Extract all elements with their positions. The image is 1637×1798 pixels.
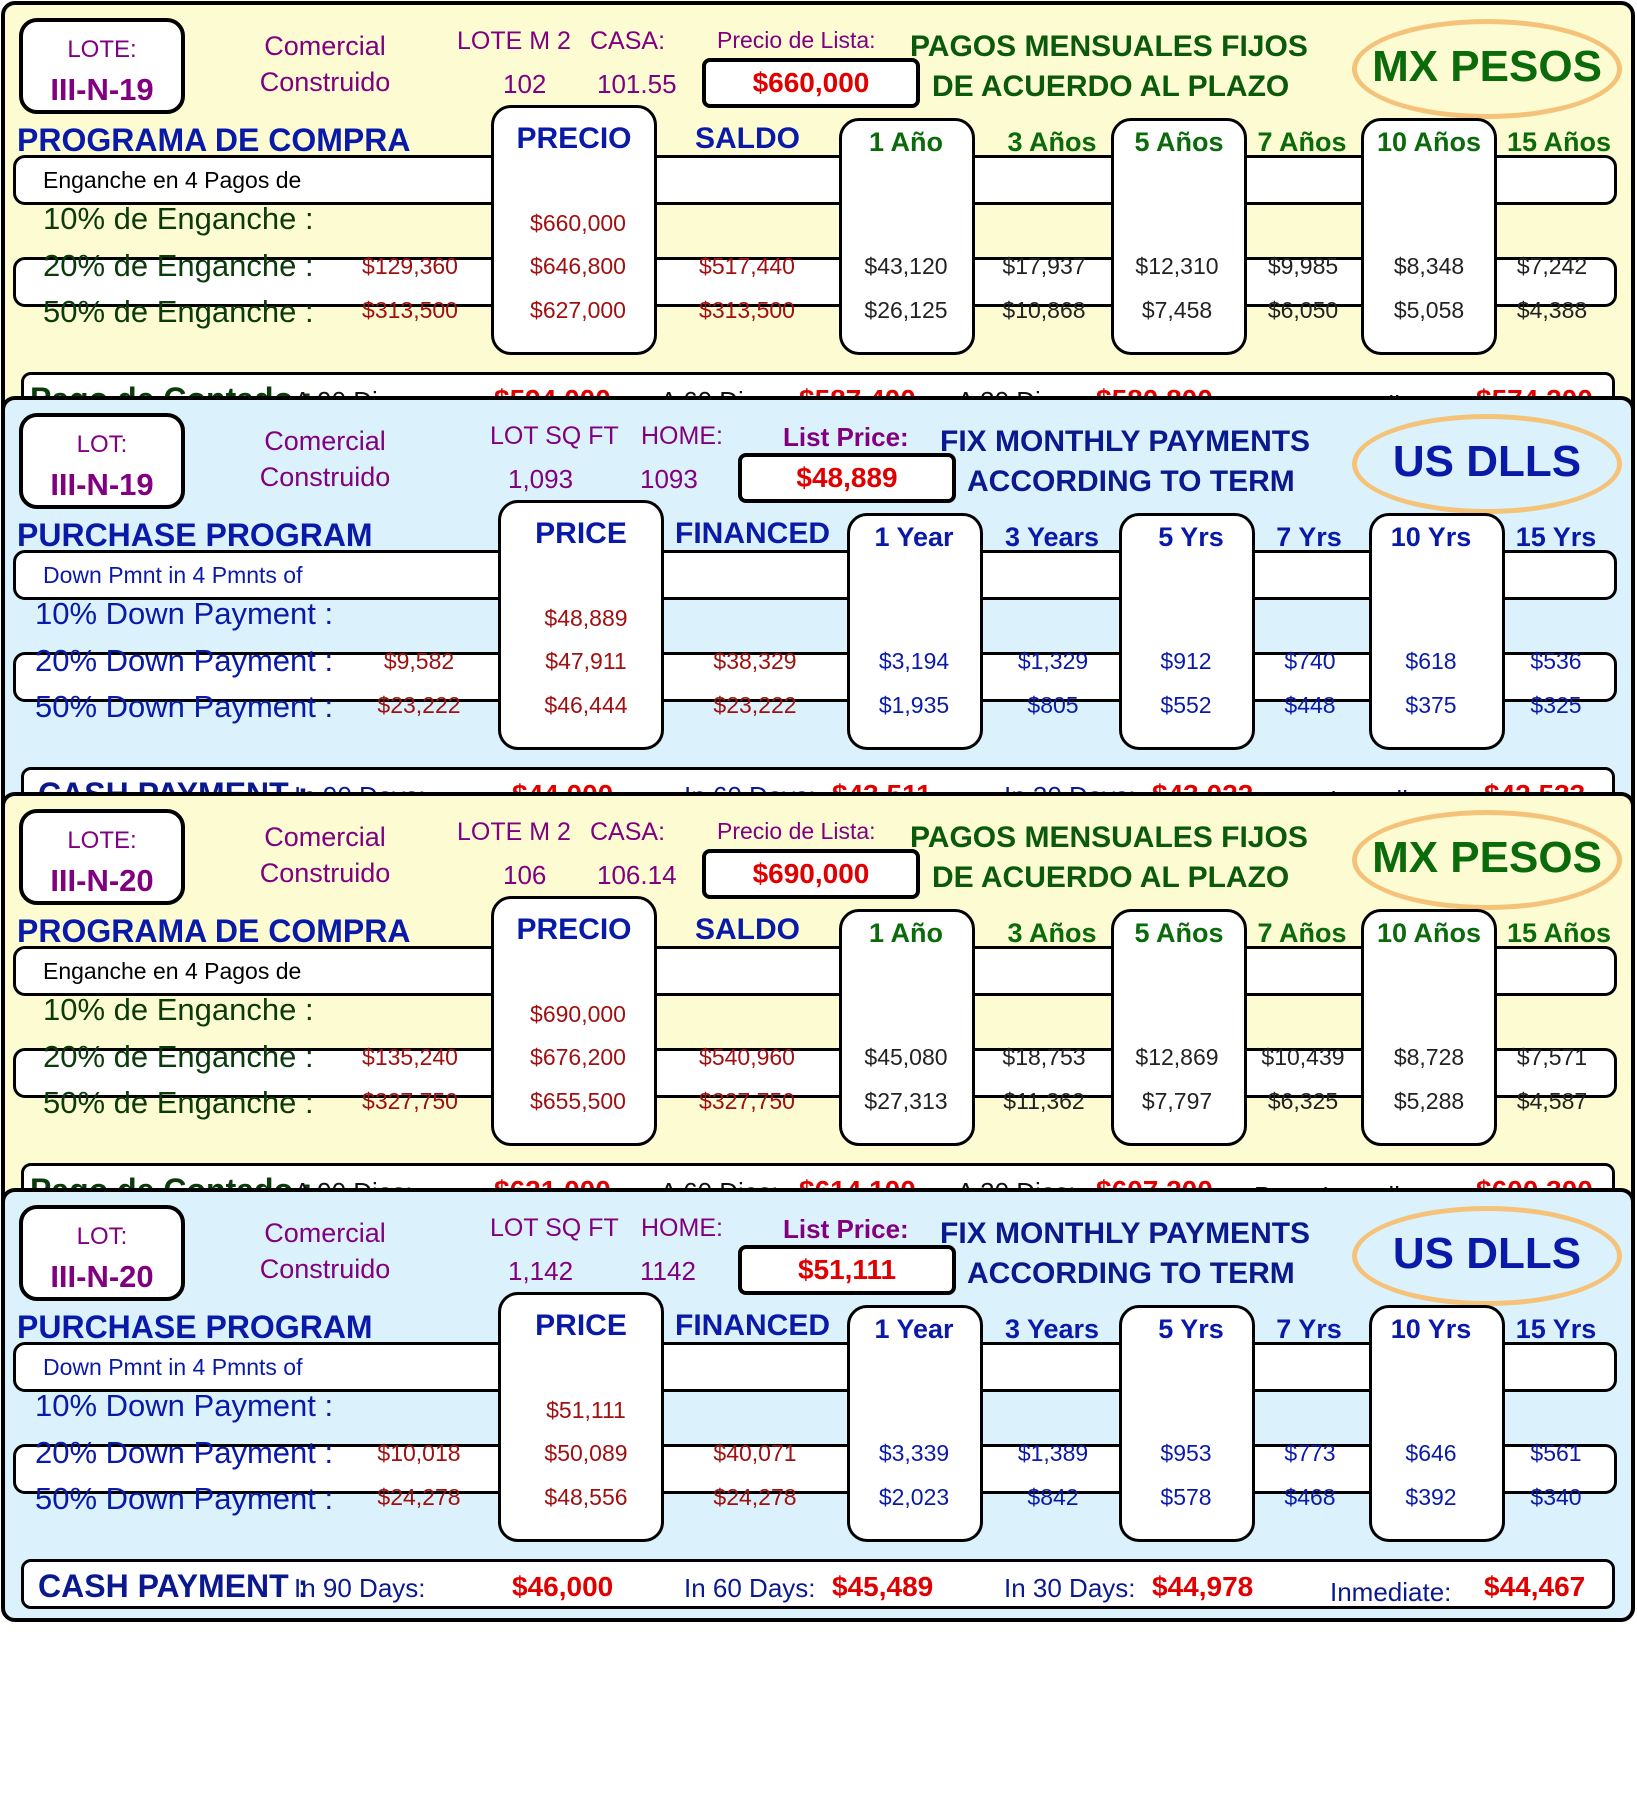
home-value: 1093 — [640, 464, 698, 494]
cash-30-value: $44,978 — [1152, 1571, 1254, 1602]
row-50-cell: $468 — [1284, 1484, 1336, 1510]
area-value: 102 — [503, 69, 547, 99]
price-10-value: $660,000 — [530, 210, 626, 236]
list-price-label: Precio de Lista: — [717, 818, 876, 844]
row-50-cell: $627,000 — [530, 297, 626, 323]
row-20-cell: $7,242 — [1516, 253, 1588, 279]
price-10-value: $51,111 — [546, 1397, 626, 1423]
price-header: PRECIO — [516, 913, 632, 946]
term-header-15: 15 Yrs — [1515, 1314, 1597, 1344]
currency-badge: US DLLS — [1352, 1206, 1622, 1306]
list-price-box: $660,000 — [702, 58, 920, 108]
dollar-price-panel — [1, 1188, 1635, 1622]
term-header-5: 5 Yrs — [1158, 1314, 1224, 1344]
list-price-box: $51,111 — [738, 1245, 956, 1295]
plan-4-payments-label: Enganche en 4 Pagos de — [43, 958, 302, 984]
row-50-cell: $23,222 — [713, 692, 797, 718]
row-50-cell: $578 — [1160, 1484, 1212, 1510]
term-header-15: 15 Yrs — [1515, 522, 1597, 552]
row-50-cell: $655,500 — [530, 1088, 626, 1114]
lot-box — [19, 1205, 185, 1301]
row-20-cell: $676,200 — [530, 1044, 626, 1070]
term-header-1: 1 Year — [874, 1314, 954, 1344]
row-50-cell: $340 — [1530, 1484, 1582, 1510]
fixed-payments-title: PAGOS MENSUALES FIJOS — [910, 30, 1308, 63]
cash-90-value: $46,000 — [512, 1571, 614, 1602]
type-construido: Construido — [259, 858, 391, 888]
row-20-cell: $540,960 — [699, 1044, 795, 1070]
row-label-20: 20% Down Payment : — [35, 643, 334, 678]
price-header: PRECIO — [516, 122, 632, 155]
home-label: HOME: — [641, 1214, 723, 1242]
row-20-cell: $18,753 — [1002, 1044, 1086, 1070]
row-20-cell: $47,911 — [545, 648, 627, 674]
lot-label: LOTE: — [67, 827, 137, 854]
cash-60-value: $45,489 — [832, 1571, 934, 1602]
row-50-cell: $23,222 — [377, 692, 461, 718]
row-50-cell: $6,325 — [1267, 1088, 1339, 1114]
fixed-payments-title: FIX MONTHLY PAYMENTS — [940, 425, 1311, 458]
cash-payment-bar — [21, 1559, 1615, 1609]
row-20-cell: $773 — [1284, 1440, 1336, 1466]
row-20-cell: $646 — [1405, 1440, 1457, 1466]
row-50-cell: $327,750 — [362, 1088, 458, 1114]
row-50-cell: $48,556 — [544, 1484, 628, 1510]
row-20-cell: $1,389 — [1017, 1440, 1089, 1466]
row-20-cell: $8,728 — [1393, 1044, 1465, 1070]
area-label: LOTE M 2 — [457, 27, 571, 55]
row-50-cell: $448 — [1284, 692, 1336, 718]
balance-header: FINANCED — [675, 517, 830, 550]
row-label-20: 20% Down Payment : — [35, 1435, 334, 1470]
cash-30-label: In 30 Days: — [1004, 1573, 1136, 1603]
row-label-50: 50% de Enganche : — [43, 1085, 314, 1120]
type-comercial: Comercial — [264, 1218, 386, 1248]
plan-4-payments-label: Down Pmnt in 4 Pmnts of — [43, 562, 303, 588]
term-header-3: 3 Años — [1007, 918, 1097, 948]
lot-label: LOTE: — [67, 36, 137, 63]
row-50-cell: $24,278 — [713, 1484, 797, 1510]
row-20-cell: $517,440 — [699, 253, 795, 279]
list-price-box: $690,000 — [702, 849, 920, 899]
area-value: 106 — [503, 860, 547, 890]
plan-4-payments-label: Enganche en 4 Pagos de — [43, 167, 302, 193]
row-20-cell: $740 — [1284, 648, 1336, 674]
area-label: LOT SQ FT — [490, 1214, 619, 1242]
type-comercial: Comercial — [264, 426, 386, 456]
program-title: PROGRAMA DE COMPRA — [17, 913, 411, 949]
lot-id: III-N-19 — [50, 467, 154, 502]
term-header-10: 10 Años — [1376, 127, 1482, 157]
term-header-5: 5 Años — [1134, 127, 1224, 157]
currency-badge: MX PESOS — [1352, 19, 1622, 119]
row-20-cell: $9,985 — [1267, 253, 1339, 279]
term-subtitle: DE ACUERDO AL PLAZO — [932, 70, 1290, 103]
plan-4-payments-label: Down Pmnt in 4 Pmnts of — [43, 1354, 303, 1380]
row-20-cell: $129,360 — [362, 253, 458, 279]
row-20-cell: $12,310 — [1135, 253, 1219, 279]
fixed-payments-title: FIX MONTHLY PAYMENTS — [940, 1217, 1311, 1250]
cash-60-label: In 60 Days: — [684, 1573, 816, 1603]
term-header-7: 7 Yrs — [1276, 1314, 1342, 1344]
row-20-cell: $38,329 — [713, 648, 797, 674]
row-50-cell: $7,797 — [1141, 1088, 1213, 1114]
row-20-cell: $618 — [1405, 648, 1457, 674]
term-header-1: 1 Año — [869, 918, 943, 948]
row-50-cell: $313,500 — [362, 297, 458, 323]
term-header-15: 15 Años — [1506, 127, 1612, 157]
list-price-label: List Price: — [783, 422, 909, 452]
row-50-cell: $7,458 — [1141, 297, 1213, 323]
lot-box — [19, 18, 185, 114]
row-label-50: 50% de Enganche : — [43, 294, 314, 329]
row-50-cell: $805 — [1027, 692, 1079, 718]
list-price-label: Precio de Lista: — [717, 27, 876, 53]
balance-header: SALDO — [695, 122, 800, 155]
term-header-5: 5 Yrs — [1158, 522, 1224, 552]
term-header-3: 3 Years — [1004, 522, 1100, 552]
term-header-10: 10 Años — [1376, 918, 1482, 948]
currency-badge: US DLLS — [1352, 414, 1622, 514]
balance-header: SALDO — [695, 913, 800, 946]
row-50-cell: $842 — [1027, 1484, 1079, 1510]
row-50-cell: $552 — [1160, 692, 1212, 718]
row-50-cell: $10,868 — [1002, 297, 1086, 323]
cash-payment-title: CASH PAYMENT : — [38, 1568, 309, 1604]
price-10-value: $48,889 — [544, 605, 628, 631]
area-value: 1,093 — [508, 464, 574, 494]
area-value: 1,142 — [508, 1256, 574, 1286]
row-50-cell: $313,500 — [699, 297, 795, 323]
home-label: CASA: — [590, 818, 666, 846]
currency-badge: MX PESOS — [1352, 810, 1622, 910]
row-50-cell: $1,935 — [878, 692, 950, 718]
row-20-cell: $536 — [1530, 648, 1582, 674]
term-header-3: 3 Años — [1007, 127, 1097, 157]
type-construido: Construido — [259, 462, 391, 492]
row-label-50: 50% Down Payment : — [35, 1481, 334, 1516]
term-header-10: 10 Yrs — [1390, 1314, 1472, 1344]
type-construido: Construido — [259, 1254, 391, 1284]
row-50-cell: $26,125 — [864, 297, 948, 323]
peso-price-panel — [1, 1, 1635, 435]
program-title: PURCHASE PROGRAM — [17, 517, 373, 553]
area-label: LOT SQ FT — [490, 422, 619, 450]
lot-box — [19, 413, 185, 509]
type-comercial: Comercial — [264, 31, 386, 61]
home-value: 1142 — [640, 1256, 696, 1286]
fixed-payments-title: PAGOS MENSUALES FIJOS — [910, 821, 1308, 854]
cash-immediate-label: Inmediate: — [1330, 1577, 1452, 1607]
row-20-cell: $135,240 — [362, 1044, 458, 1070]
row-50-cell: $5,288 — [1393, 1088, 1465, 1114]
row-20-cell: $912 — [1160, 648, 1212, 674]
row-label-10: 10% Down Payment : — [35, 596, 334, 631]
row-50-cell: $327,750 — [699, 1088, 795, 1114]
cash-immediate-value: $44,467 — [1484, 1571, 1586, 1602]
row-20-cell: $17,937 — [1002, 253, 1086, 279]
area-label: LOTE M 2 — [457, 818, 571, 846]
row-50-cell: $375 — [1405, 692, 1457, 718]
dollar-price-panel — [1, 396, 1635, 830]
home-label: HOME: — [641, 422, 723, 450]
row-20-cell: $8,348 — [1393, 253, 1465, 279]
term-header-7: 7 Años — [1257, 918, 1347, 948]
term-subtitle: ACCORDING TO TERM — [967, 465, 1295, 498]
row-50-cell: $5,058 — [1393, 297, 1465, 323]
row-50-cell: $11,362 — [1003, 1088, 1085, 1114]
type-construido: Construido — [259, 67, 391, 97]
balance-header: FINANCED — [675, 1309, 830, 1342]
term-header-5: 5 Años — [1134, 918, 1224, 948]
lot-label: LOT: — [76, 1223, 128, 1250]
list-price-box: $48,889 — [738, 453, 956, 503]
row-20-cell: $43,120 — [864, 253, 948, 279]
lot-box — [19, 809, 185, 905]
lot-label: LOT: — [76, 431, 128, 458]
row-label-10: 10% Down Payment : — [35, 1388, 334, 1423]
lot-id: III-N-19 — [50, 72, 154, 107]
row-50-cell: $46,444 — [544, 692, 628, 718]
row-label-20: 20% de Enganche : — [43, 1039, 314, 1074]
row-20-cell: $45,080 — [864, 1044, 948, 1070]
term-header-3: 3 Years — [1004, 1314, 1100, 1344]
home-label: CASA: — [590, 27, 666, 55]
row-50-cell: $392 — [1405, 1484, 1457, 1510]
row-50-cell: $325 — [1530, 692, 1582, 718]
row-50-cell: $24,278 — [377, 1484, 461, 1510]
type-comercial: Comercial — [264, 822, 386, 852]
home-value: 101.55 — [597, 69, 677, 99]
row-label-10: 10% de Enganche : — [43, 992, 314, 1027]
cash-90-label: In 90 Days: — [294, 1573, 426, 1603]
row-20-cell: $9,582 — [383, 648, 455, 674]
term-header-1: 1 Year — [874, 522, 954, 552]
row-label-20: 20% de Enganche : — [43, 248, 314, 283]
price-10-value: $690,000 — [530, 1001, 626, 1027]
row-20-cell: $1,329 — [1017, 648, 1089, 674]
row-20-cell: $10,439 — [1261, 1044, 1345, 1070]
term-header-10: 10 Yrs — [1390, 522, 1472, 552]
row-20-cell: $3,194 — [878, 648, 950, 674]
term-header-1: 1 Año — [869, 127, 943, 157]
row-20-cell: $561 — [1530, 1440, 1582, 1466]
row-label-50: 50% Down Payment : — [35, 689, 334, 724]
lot-id: III-N-20 — [50, 1259, 154, 1294]
price-header: PRICE — [535, 517, 627, 550]
row-50-cell: $4,587 — [1516, 1088, 1588, 1114]
row-20-cell: $40,071 — [713, 1440, 797, 1466]
term-header-15: 15 Años — [1506, 918, 1612, 948]
home-value: 106.14 — [597, 860, 677, 890]
price-header: PRICE — [535, 1309, 627, 1342]
term-header-7: 7 Años — [1257, 127, 1347, 157]
row-20-cell: $646,800 — [530, 253, 626, 279]
row-20-cell: $50,089 — [544, 1440, 628, 1466]
row-20-cell: $10,018 — [377, 1440, 461, 1466]
row-20-cell: $12,869 — [1135, 1044, 1219, 1070]
row-50-cell: $4,388 — [1516, 297, 1588, 323]
row-20-cell: $3,339 — [878, 1440, 950, 1466]
row-20-cell: $953 — [1160, 1440, 1212, 1466]
peso-price-panel — [1, 792, 1635, 1226]
row-label-10: 10% de Enganche : — [43, 201, 314, 236]
row-20-cell: $7,571 — [1516, 1044, 1588, 1070]
program-title: PURCHASE PROGRAM — [17, 1309, 373, 1345]
row-50-cell: $2,023 — [878, 1484, 950, 1510]
term-subtitle: DE ACUERDO AL PLAZO — [932, 861, 1290, 894]
row-50-cell: $6,050 — [1267, 297, 1339, 323]
row-50-cell: $27,313 — [864, 1088, 948, 1114]
list-price-label: List Price: — [783, 1214, 909, 1244]
term-subtitle: ACCORDING TO TERM — [967, 1257, 1295, 1290]
term-header-7: 7 Yrs — [1276, 522, 1342, 552]
program-title: PROGRAMA DE COMPRA — [17, 122, 411, 158]
lot-id: III-N-20 — [50, 863, 154, 898]
